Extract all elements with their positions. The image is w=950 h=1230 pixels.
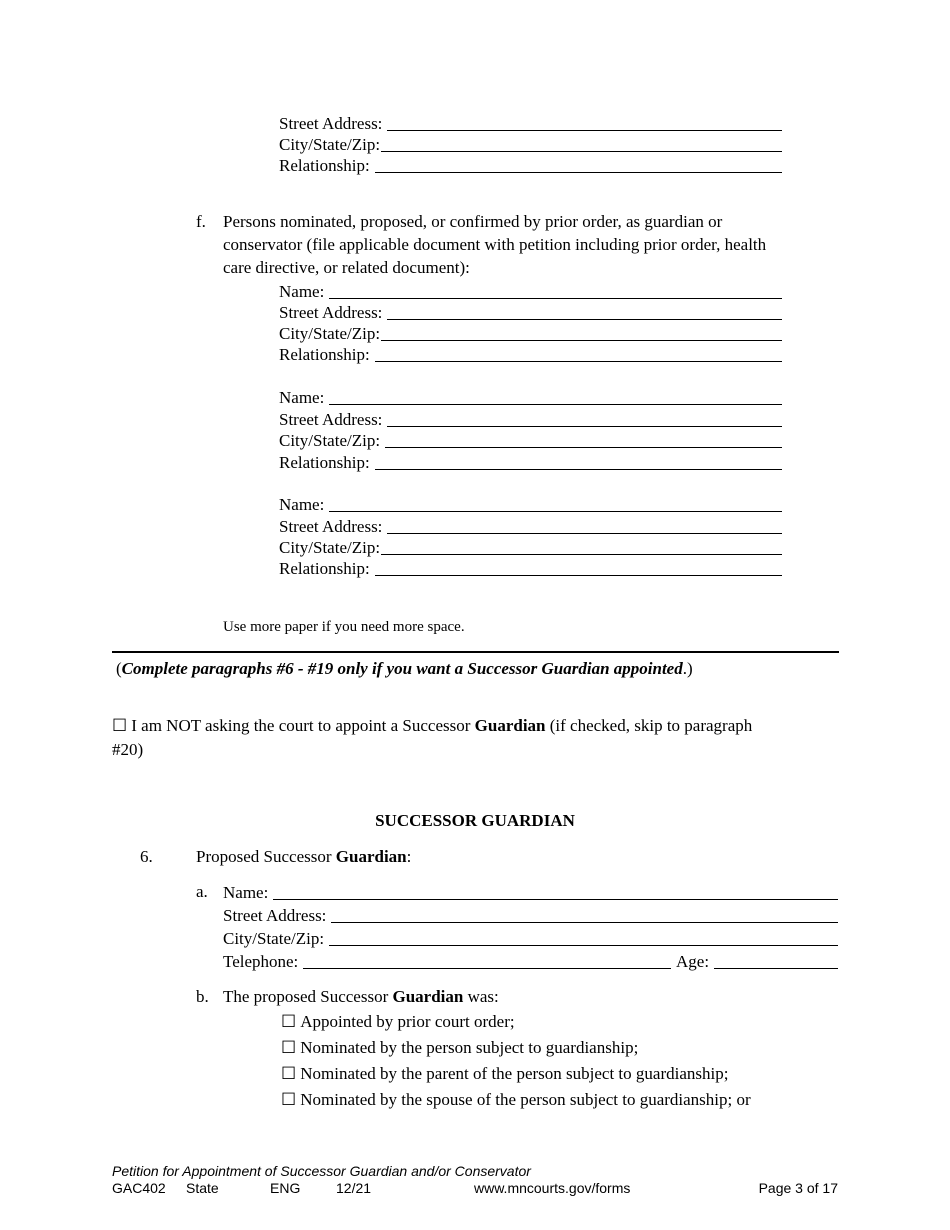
street-address-row [279,112,782,134]
footer-page-number: Page 3 of 17 [758,1180,838,1196]
more-space-note: Use more paper if you need more space. [223,619,465,635]
person1-relationship-field[interactable] [375,360,782,362]
successor-telephone-field[interactable] [303,967,671,969]
item-b-text [223,986,499,1008]
person2-relationship-field[interactable] [375,468,782,470]
not-asking-statement [112,714,832,761]
successor-telephone-row [223,950,671,972]
section-heading: SUCCESSOR GUARDIAN [375,811,575,830]
city-state-zip-row [279,133,782,155]
person1-street-field[interactable] [387,318,782,320]
person2-street-row [279,408,782,430]
not-asking-text-b: (if checked, skip to paragraph [545,716,753,735]
person3-city-row [279,536,782,558]
person3-name-field[interactable] [329,510,782,512]
city-state-zip-field[interactable] [381,150,782,152]
not-asking-checkbox[interactable]: ☐ [112,716,128,736]
city-state-zip-label: City/State/Zip: [279,324,381,343]
person1-city-row [279,322,782,344]
person3-relationship-field[interactable] [375,574,782,576]
option-nominated-by-person [281,1037,638,1059]
item-b-guardian: Guardian [392,987,464,1006]
option-checkbox[interactable]: ☐ [281,1064,297,1084]
relationship-label: Relationship: [279,453,370,472]
option-label: Nominated by the spouse of the person subject to guardianship; or [300,1090,751,1109]
person2-name-row [279,386,782,408]
footer-date: 12/21 [336,1180,372,1196]
city-state-zip-label: City/State/Zip: [279,135,381,154]
successor-name-field[interactable] [273,898,838,900]
successor-telephone-label: Telephone: [223,952,299,971]
successor-instruction [116,658,693,680]
option-checkbox[interactable]: ☐ [281,1038,297,1058]
footer-jurisdiction: State [186,1180,219,1196]
paragraph-6-guardian: Guardian [335,847,407,866]
relationship-label: Relationship: [279,156,370,175]
street-address-label: Street Address: [279,114,383,133]
person2-city-field[interactable] [385,446,782,448]
relationship-row [279,154,782,176]
not-asking-text-a: I am NOT asking the court to appoint a Successor [131,716,475,735]
not-asking-line-2: #20) [112,740,144,759]
person1-street-row [279,301,782,323]
option-nominated-by-parent [281,1063,728,1085]
option-label: Nominated by the person subject to guardianship; [300,1038,639,1057]
footer-language: ENG [270,1180,301,1196]
not-asking-guardian: Guardian [474,716,546,735]
successor-name-row [223,881,838,903]
person1-name-row [279,280,782,302]
street-address-label: Street Address: [279,410,383,429]
successor-street-row [223,904,838,926]
paragraph-6-number: 6. [140,847,153,866]
paragraph-6-title [196,846,411,868]
paragraph-6-text: Proposed Successor [196,847,336,866]
item-f-description [223,210,833,279]
successor-age-row [676,950,838,972]
successor-age-label: Age: [676,952,710,971]
street-address-field[interactable] [387,129,782,131]
option-checkbox[interactable]: ☐ [281,1090,297,1110]
relationship-label: Relationship: [279,345,370,364]
person1-name-field[interactable] [329,297,782,299]
option-nominated-by-spouse [281,1089,751,1111]
relationship-field[interactable] [375,171,782,173]
successor-city-row [223,927,838,949]
item-f-line-3: care directive, or related document): [223,258,470,277]
successor-street-label: Street Address: [223,906,327,925]
successor-city-label: City/State/Zip: [223,929,325,948]
option-label: Appointed by prior court order; [300,1012,515,1031]
relationship-label: Relationship: [279,559,370,578]
name-label: Name: [279,388,325,407]
name-label: Name: [279,495,325,514]
person2-relationship-row [279,451,782,473]
item-f-marker: f. [196,212,206,231]
item-b-text-a: The proposed Successor [223,987,393,1006]
instruction-open: ( [116,659,122,678]
person1-city-field[interactable] [381,339,782,341]
name-label: Name: [279,282,325,301]
person2-street-field[interactable] [387,425,782,427]
street-address-label: Street Address: [279,517,383,536]
section-divider [112,651,839,653]
option-label: Nominated by the parent of the person subject to guardianship; [300,1064,729,1083]
item-f-line-2: conservator (file applicable document with petition including prior order, health [223,235,767,254]
person3-relationship-row [279,557,782,579]
person3-street-row [279,515,782,537]
city-state-zip-label: City/State/Zip: [279,538,381,557]
successor-street-field[interactable] [331,921,838,923]
person1-relationship-row [279,343,782,365]
item-b-text-b: was: [463,987,499,1006]
footer-url[interactable]: www.mncourts.gov/forms [474,1180,631,1196]
person2-name-field[interactable] [329,403,782,405]
person3-name-row [279,493,782,515]
person3-street-field[interactable] [387,532,782,534]
city-state-zip-label: City/State/Zip: [279,431,381,450]
street-address-label: Street Address: [279,303,383,322]
successor-name-label: Name: [223,883,269,902]
instruction-emphasis: Complete paragraphs #6 - #19 only if you want a Successor Guardian appointed [121,659,683,678]
person3-city-field[interactable] [381,553,782,555]
successor-age-field[interactable] [714,967,838,969]
option-checkbox[interactable]: ☐ [281,1012,297,1032]
successor-city-field[interactable] [329,944,838,946]
footer-title: Petition for Appointment of Successor Guardian and/or Conservator [112,1163,531,1179]
paragraph-6-colon: : [406,847,412,866]
item-a-marker: a. [196,882,208,901]
footer-form-code: GAC402 [112,1180,166,1196]
item-f-line-1: Persons nominated, proposed, or confirmed by prior order, as guardian or [223,212,723,231]
option-prior-order [281,1011,515,1033]
instruction-close: .) [682,659,693,678]
item-b-marker: b. [196,987,209,1006]
person2-city-row [279,429,782,451]
